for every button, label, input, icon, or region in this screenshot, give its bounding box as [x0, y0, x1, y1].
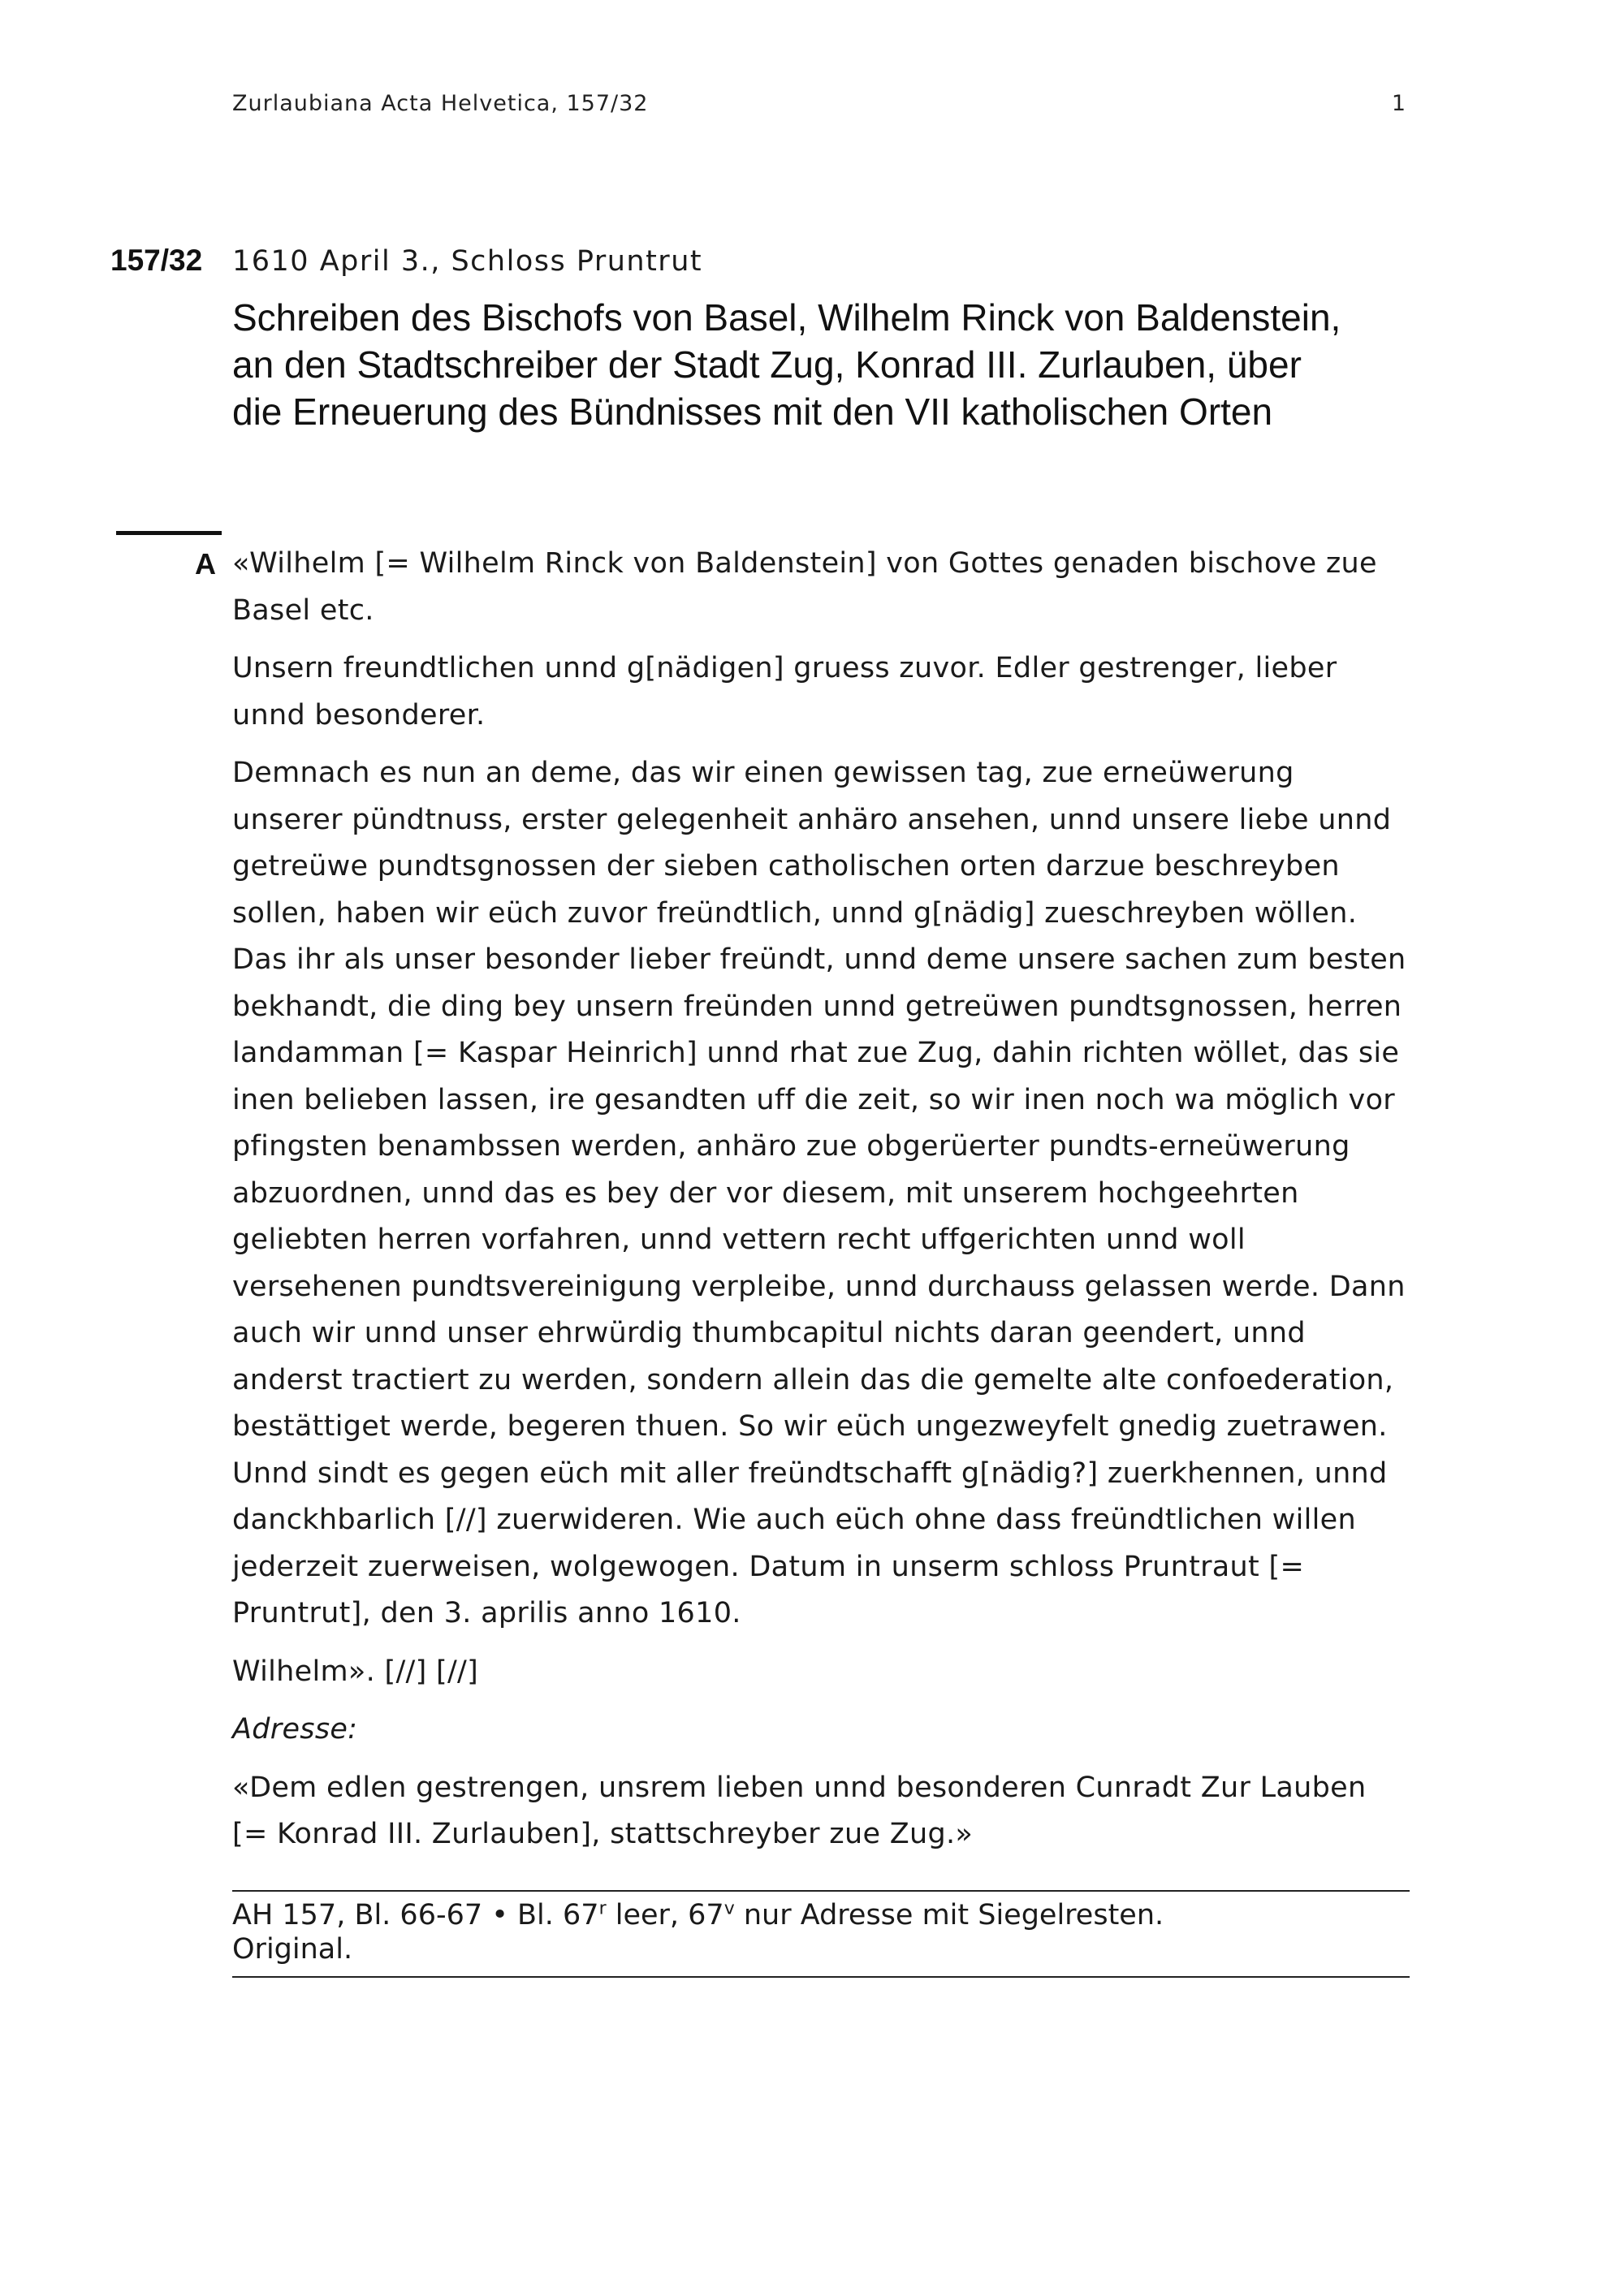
paragraph-greeting: Unsern freundtlichen unnd g[nädigen] gruess zuvor. Edler gestrenger, lieber unnd besonderer.	[232, 652, 1337, 732]
adresse-text: «Dem edlen gestrengen, unsrem lieben unnd besonderen Cunradt Zur Lauben [= Konrad III. Zurlauben], stattschreyber zue Zug.»	[232, 1771, 1367, 1850]
page-number: 1	[1391, 91, 1406, 116]
paragraph-signature: Wilhelm». [//] [//]	[232, 1655, 479, 1688]
paragraph-main: Demnach es nun an deme, das wir einen gewissen tag, zue erneüwerung unserer pündtnuss, erster gelegenheit anhäro ansehen, unnd unsere liebe unnd getreüwe pundtsgnossen der sieben catholischen orten darzue beschreyben sollen, haben wir eüch zuvor freündtlich, unnd g[nädig] zueschreyben wöllen. Das ihr als unser besonder lieber freündt, unnd deme unsere sachen zum besten bekhandt, die ding bey unsern freünden unnd getreüwen pundtsgnossen, herren landamman [= Kaspar Heinrich] unnd rhat zue Zug, dahin richten wöllet, das sie inen belieben lassen, ire gesandten uff die zeit, so wir inen noch wa möglich vor pfingsten benambssen werden, anhäro zue obgerüerter pundts-erneüwerung abzuordnen, unnd das es bey der vor diesem, mit unserem hochgeehrten geliebten herren vorfahren, unnd vettern recht uffgerichten unnd woll versehenen pundtsvereinigung verpleibe, unnd durchauss gelassen werde. Dann auch wir unnd unser ehrwürdig thumbcapitul nichts daran geendert, unnd anderst tractiert zu werden, sondern allein das die gemelte alte confoederation, bestättiget werde, begeren thuen. So wir eüch ungezweyfelt gnedig zuetrawen. Unnd sindt es gegen eüch mit aller freündtschafft g[nädig?] zuerkhennen, unnd danckhbarlich [//] zuerwideren. Wie auch eüch ohne dass freündtlichen willen jederzeit zuerweisen, wolgewogen. Datum in unserm schloss Pruntraut [= Pruntrut], den 3. aprilis anno 1610.	[232, 757, 1406, 1629]
running-title: Zurlaubiana Acta Helvetica, 157/32	[232, 91, 649, 116]
source-part-3: nur Adresse mit Siegelresten.	[734, 1899, 1164, 1931]
section-letter: A	[195, 547, 216, 580]
source-sup-recto: r	[598, 1898, 607, 1919]
adresse-label: Adresse:	[232, 1713, 358, 1746]
section-divider	[116, 531, 222, 535]
document-title: Schreiben des Bischofs von Basel, Wilhelm Rinck von Baldenstein, an den Stadtschreiber der Stadt Zug, Konrad III. Zurlauben, über die Erneuerung des Bündnisses mit den VII katholischen Orten	[232, 296, 1341, 433]
running-header	[232, 91, 1406, 123]
source-sup-verso: v	[723, 1898, 735, 1919]
source-line-1	[232, 1898, 1410, 1932]
source-part-1: AH 157, Bl. 66-67 • Bl. 67	[232, 1899, 599, 1931]
source-part-2: leer, 67	[606, 1899, 724, 1931]
source-line-2: Original.	[232, 1933, 353, 1966]
paragraph-salutation: «Wilhelm [= Wilhelm Rinck von Baldenstein] von Gottes genaden bischove zue Basel etc.	[232, 547, 1377, 627]
date-place-line: 1610 April 3., Schloss Pruntrut	[232, 245, 703, 278]
letter-body	[232, 541, 1410, 1870]
document-number: 157/32	[110, 244, 203, 277]
source-note	[232, 1890, 1410, 1978]
